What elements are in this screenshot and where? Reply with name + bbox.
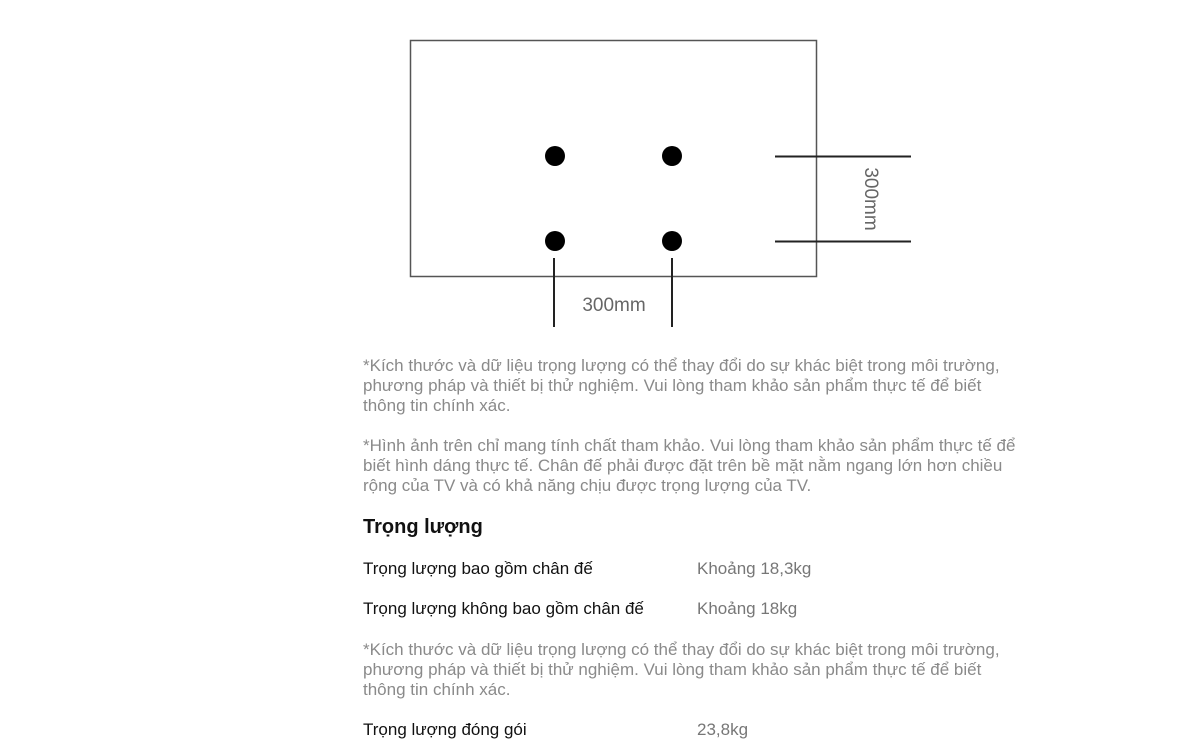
mount-hole-top-right bbox=[662, 146, 682, 166]
horizontal-dimension-label: 300mm bbox=[582, 295, 646, 316]
weight-without-stand-value: Khoảng 18kg bbox=[697, 599, 798, 618]
weight-without-stand-label: Trọng lượng không bao gồm chân đế bbox=[363, 599, 644, 618]
weight-disclaimer: *Kích thước và dữ liệu trọng lượng có thể thay đổi do sự khác biệt trong môi trường, phương pháp và thiết bị thử nghiệm. Vui lòng tham khảo sản phẩm thực tế để biết thông tin chính xác. bbox=[363, 640, 1000, 699]
weight-with-stand-value: Khoảng 18,3kg bbox=[697, 559, 812, 578]
vertical-dimension-label: 300mm bbox=[860, 167, 881, 231]
package-weight-label: Trọng lượng đóng gói bbox=[363, 720, 527, 739]
weight-section-heading: Trọng lượng bbox=[363, 516, 483, 538]
weight-with-stand-label: Trọng lượng bao gồm chân đế bbox=[363, 559, 593, 578]
package-weight-value: 23,8kg bbox=[697, 720, 749, 739]
mount-hole-bottom-left bbox=[545, 231, 565, 251]
tv-back-outline bbox=[411, 41, 817, 277]
vesa-mount-diagram bbox=[0, 0, 1200, 340]
mount-hole-bottom-right bbox=[662, 231, 682, 251]
mount-hole-top-left bbox=[545, 146, 565, 166]
measurement-disclaimer: *Kích thước và dữ liệu trọng lượng có thể thay đổi do sự khác biệt trong môi trường, phương pháp và thiết bị thử nghiệm. Vui lòng tham khảo sản phẩm thực tế để biết thông tin chính xác. bbox=[363, 356, 1000, 415]
image-disclaimer: *Hình ảnh trên chỉ mang tính chất tham khảo. Vui lòng tham khảo sản phẩm thực tế để biết hình dáng thực tế. Chân đế phải được đặt trên bề mặt nằm ngang lớn hơn chiều rộng của TV và có khả năng chịu được trọng lượng của TV. bbox=[363, 436, 1016, 495]
